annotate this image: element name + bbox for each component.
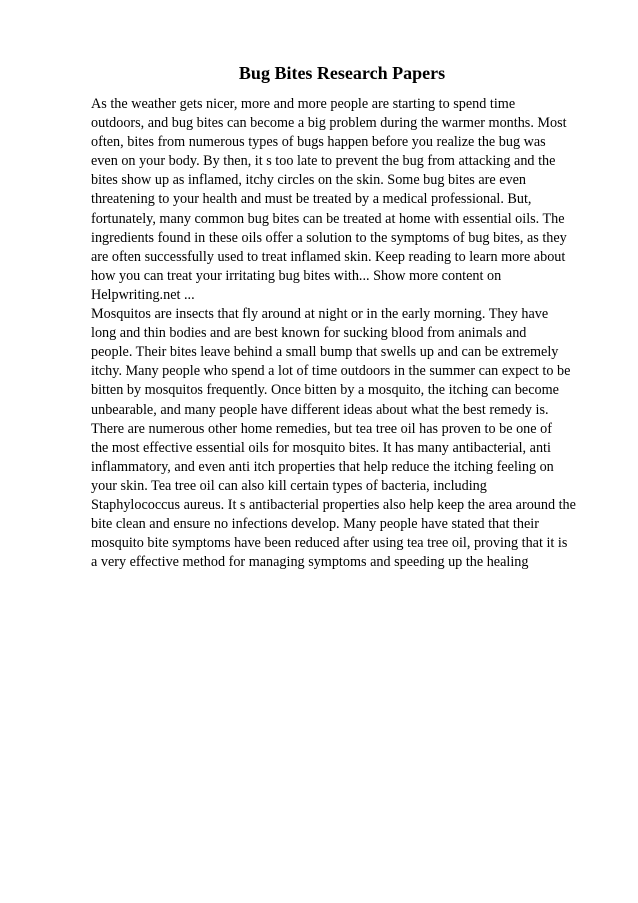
text-line: a very effective method for managing symptoms and speeding up the healing [91,554,529,571]
text-line: Mosquitos are insects that fly around at night or in the early morning. They have [91,306,549,323]
text-line: people. Their bites leave behind a small bump that swells up and can be extremely [91,344,559,361]
document-body [91,95,591,572]
text-line: As the weather gets nicer, more and more people are starting to spend time [91,96,516,112]
document-title: Bug Bites Research Papers [238,63,446,83]
text-line: Staphylococcus aureus. It s antibacterial properties also help keep the area around the [91,496,576,513]
text-line: ingredients found in these oils offer a solution to the symptoms of bug bites, as they [91,229,567,246]
text-line: itchy. Many people who spend a lot of time outdoors in the summer can expect to be [91,363,571,380]
text-line: unbearable, and many people have different ideas about what the best remedy is. [91,401,549,418]
text-line: how you can treat your irritating bug bites with... Show more content on [91,267,502,284]
text-line: mosquito bite symptoms have been reduced after using tea tree oil, proving that it is [91,535,568,552]
text-line: the most effective essential oils for mosquito bites. It has many antibacterial, anti [91,439,551,456]
text-line: often, bites from numerous types of bugs happen before you realize the bug was [91,134,546,151]
paragraph-2 [91,305,591,572]
text-line: fortunately, many common bug bites can be treated at home with essential oils. The [91,210,565,227]
text-line: outdoors, and bug bites can become a big problem during the warmer months. Most [91,115,567,132]
text-line: long and thin bodies and are best known for sucking blood from animals and [91,325,527,342]
text-line: are often successfully used to treat inflamed skin. Keep reading to learn more about [91,248,566,265]
paragraph-1 [91,95,591,305]
text-line: threatening to your health and must be treated by a medical professional. But, [91,191,532,208]
text-line: inflammatory, and even anti itch properties that help reduce the itching feeling on [91,458,554,475]
text-line: even on your body. By then, it s too late to prevent the bug from attacking and the [91,153,556,170]
text-line: Helpwriting.net ... [91,286,195,303]
text-line: bitten by mosquitos frequently. Once bitten by a mosquito, the itching can become [91,382,559,399]
text-line: There are numerous other home remedies, but tea tree oil has proven to be one of [91,420,552,437]
text-line: your skin. Tea tree oil can also kill certain types of bacteria, including [91,477,487,494]
text-line: bites show up as inflamed, itchy circles on the skin. Some bug bites are even [91,172,526,189]
text-line: bite clean and ensure no infections develop. Many people have stated that their [91,516,539,533]
